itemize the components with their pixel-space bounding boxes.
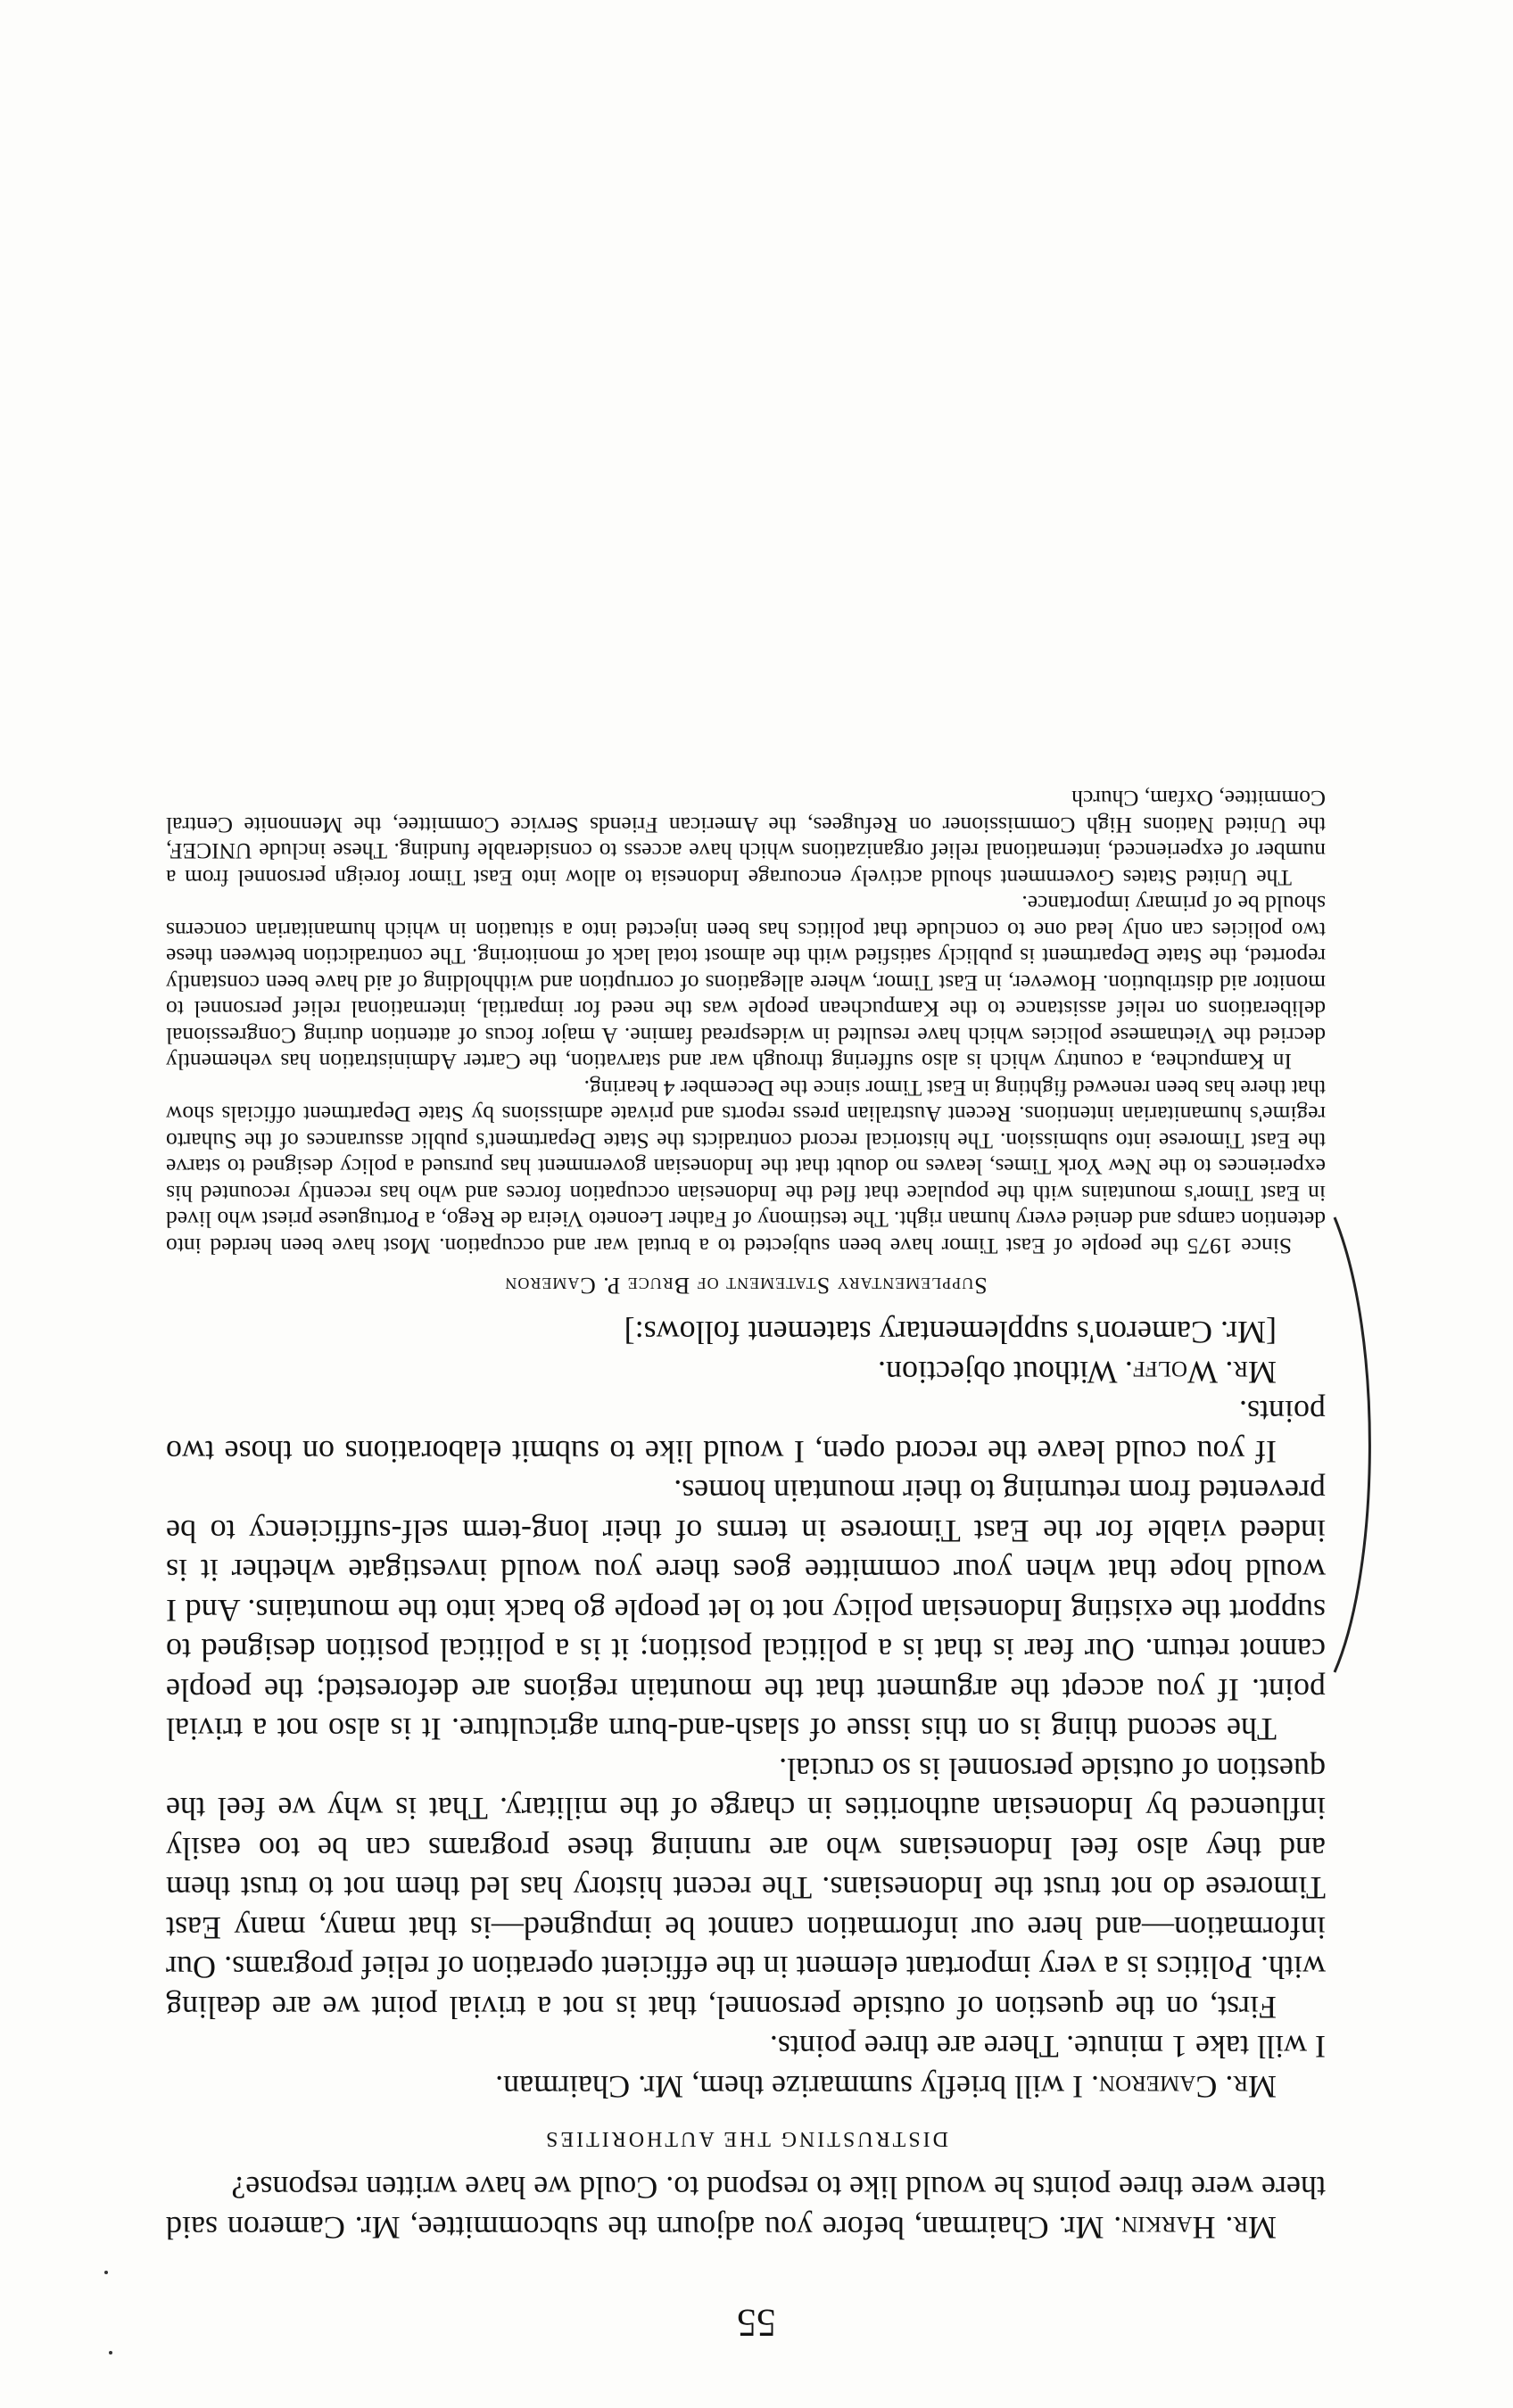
harkin-text: Mr. Chairman, before you adjourn the subcommittee, Mr. Cameron said there were three points he would like to respond to. Could we have written response? [166, 2170, 1326, 2246]
speaker-wolff: Mr. Wolff. [1124, 1355, 1277, 1390]
speaker-harkin: Mr. Harkin. [1113, 2210, 1277, 2246]
cameron-paragraph: If you could leave the record open, I would like to submit elaborations on those two points. [166, 1394, 1326, 1470]
scan-speck [104, 2271, 108, 2274]
harkin-paragraph [166, 2168, 1326, 2247]
bracket-note: [Mr. Cameron's supplementary statement follows:] [624, 1315, 1277, 1351]
supplementary-title: Supplementary Statement of Bruce P. Cameron [504, 1273, 988, 1299]
page-number: 55 [737, 2301, 776, 2345]
section-heading: DISTRUSTING THE AUTHORITIES [543, 2127, 948, 2150]
wolff-paragraph [166, 1353, 1326, 1393]
scan-speck [109, 2351, 112, 2354]
cameron-paragraph: First, on the question of outside personnel, that is not a trivial point we are dealing with. Politics is a very important element in the efficient operation of relief programs. Our information—and here our information cannot be impugned—is that many, many East Timorese do not trust the Indonesians. The recent history has led them not to trust them and they also feel Indonesians who are running these programs can be too easily influenced by Indonesian authorities in charge of the military. That is why we feel the question of outside personnel is so crucial. [166, 1752, 1326, 2025]
wolff-text: Without objection. [877, 1355, 1125, 1390]
cameron-intro-paragraph [166, 2067, 1326, 2107]
margin-bracket-mark [1326, 1213, 1388, 1677]
cameron-intro-text: I will briefly summarize them, Mr. Chairman. [495, 2069, 1091, 2105]
main-text-column [166, 786, 1326, 2247]
cameron-paragraph: I will take 1 minute. There are three points. [769, 2029, 1326, 2066]
supplementary-paragraph: The United States Government should actively encourage Indonesia to allow into East Timor foreign personnel from a number of experienced, international relief organizations which have access to considerable funding. These include UNICEF, the United Nations High Commissioner on Refugees, the American Friends Service Committee, the Mennonite Central Committee, Oxfam, Church [166, 786, 1326, 891]
cameron-paragraph: The second thing is on this issue of slash-and-burn agriculture. It is also not a trivial point. If you accept the argument that the mountain regions are deforested; the people cannot return. Our fear is that is a political position; it is a political position designed to support the existing Indonesian policy not to let people go back into the mountains. And I would hope that when your committee goes there you would investigate whether it is indeed viable for the East Timorese in terms of their long-term self-sufficiency to be prevented from returning to their mountain homes. [166, 1473, 1326, 1748]
speaker-cameron: Mr. Cameron. [1090, 2069, 1277, 2105]
supplementary-paragraph: In Kampuchea, a country which is also suffering through war and starvation, the Carter Administration has vehemently decried the Vietnamese policies which have resulted in widespread famine. A major focus of attention during Congressional deliberations on relief assistance to the Kampuchean people was the need for impartial, international relief personnel to monitor aid distribution. However, in East Timor, where allegations of corruption and withholding of aid have been constantly reported, the State Department is publicly satisfied with the almost total lack of monitoring. The contradiction between these two policies can only lead one to conclude that politics has been injected into a situation in which humanitarian concerns should be of primary importance. [166, 891, 1326, 1076]
supplementary-paragraph: Since 1975 the people of East Timor have been subjected to a brutal war and occupation. Most have been herded into detention camps and denied every human right. The testimony of Father Leoneto Vieira de Rego, a Portuguese priest who lived in East Timor's mountains with the populace that fled the Indonesian occupation forces and who has recently recounted his experiences to the New York Times, leaves no doubt that the Indonesian government has pursued a policy designed to starve the East Timorese into submission. The historical record contradicts the State Department's public assurances of the Suharto regime's humanitarian intentions. Recent Australian press reports and private admissions by State Department officials show that there has been renewed fighting in East Timor since the December 4 hearing. [166, 1076, 1326, 1259]
